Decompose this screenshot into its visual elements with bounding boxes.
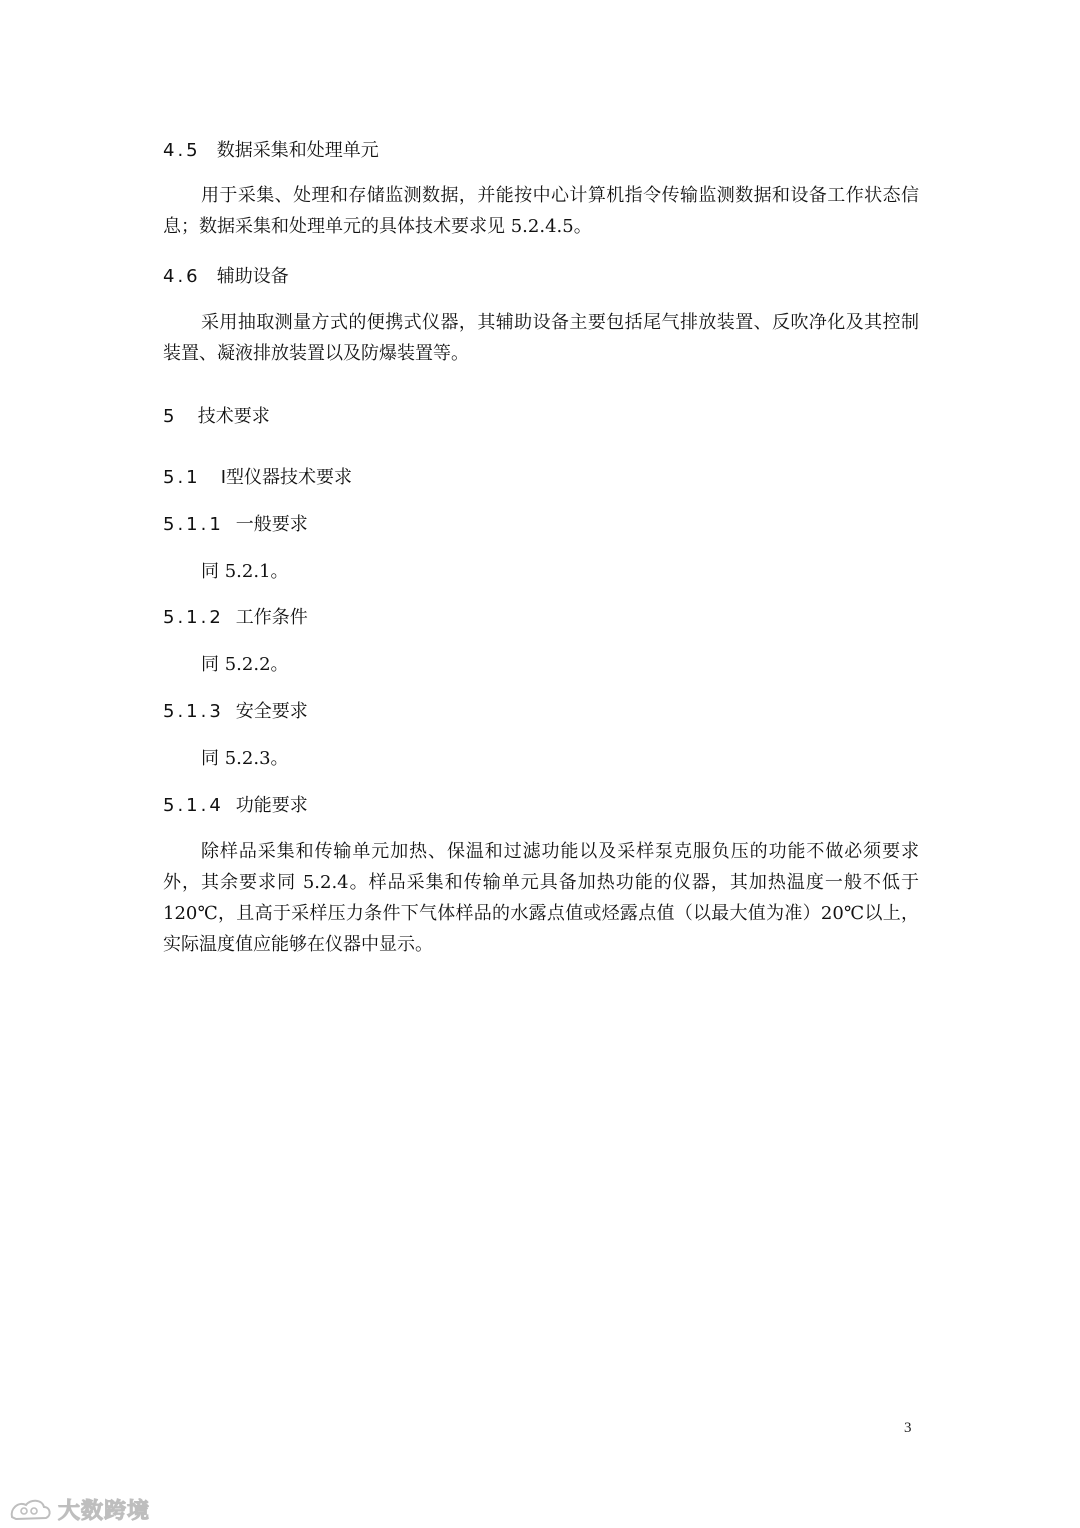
- section-title: 技术要求: [197, 406, 270, 427]
- paragraph-5-1-1: 同 5.2.1。: [201, 561, 289, 582]
- section-number: 5.1: [163, 467, 201, 488]
- section-number: 4.5: [163, 140, 201, 161]
- paragraph-5-1-2: 同 5.2.2。: [201, 654, 289, 675]
- section-number: 5.1.3: [163, 701, 224, 722]
- paragraph-5-1-3: 同 5.2.3。: [201, 748, 289, 769]
- section-title: Ⅰ型仪器技术要求: [220, 467, 353, 488]
- section-title: 辅助设备: [216, 266, 289, 287]
- section-heading-4-6: [163, 265, 289, 289]
- page-number: 3: [904, 1420, 912, 1436]
- section-title: 安全要求: [235, 701, 308, 722]
- section-number: 5.1.2: [163, 607, 224, 628]
- section-title: 工作条件: [235, 607, 308, 628]
- paragraph-4-6: 采用抽取测量方式的便携式仪器，其辅助设备主要包括尾气排放装置、反吹净化及其控制装置、凝液排放装置以及防爆装置等。: [163, 312, 919, 364]
- paragraph-5-1-4: 除样品采集和传输单元加热、保温和过滤功能以及采样泵克服负压的功能不做必须要求外，其余要求同 5.2.4。样品采集和传输单元具备加热功能的仪器，其加热温度一般不低于 120℃，且高于采样压力条件下气体样品的水露点值或烃露点值（以最大值为准）20℃以上，实际温度值应能够在仪器中显示。: [163, 841, 919, 955]
- section-title: 功能要求: [235, 795, 308, 816]
- section-heading-5-1-3: [163, 700, 308, 724]
- section-number: 4.6: [163, 266, 201, 287]
- section-title: 一般要求: [235, 514, 308, 535]
- section-heading-4-5: [163, 139, 379, 163]
- watermark-text: 大数跨境: [58, 1499, 151, 1524]
- section-number: 5.1.1: [163, 514, 224, 535]
- section-heading-5-1-4: [163, 794, 308, 818]
- watermark: [8, 1494, 150, 1525]
- section-heading-5-1-1: [163, 513, 308, 537]
- watermark-logo-icon: [8, 1497, 52, 1523]
- section-heading-5-1: [163, 466, 352, 490]
- section-number: 5.1.4: [163, 795, 224, 816]
- section-number: 5: [163, 406, 178, 427]
- section-title: 数据采集和处理单元: [216, 140, 379, 161]
- section-heading-5-1-2: [163, 606, 308, 630]
- paragraph-4-5: 用于采集、处理和存储监测数据，并能按中心计算机指令传输监测数据和设备工作状态信息；数据采集和处理单元的具体技术要求见 5.2.4.5。: [163, 185, 919, 237]
- section-heading-5: [163, 405, 270, 429]
